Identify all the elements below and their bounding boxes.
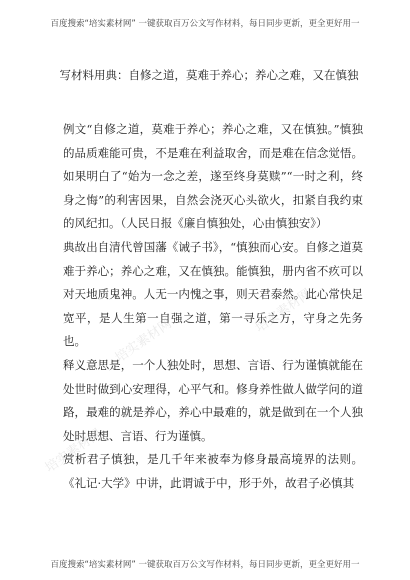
paragraph-meaning: 释义意思是，一个人独处时，思想、言语、行为谨慎就能在处世时做到心安理得，心平气和。修身养性做人做学问的道路，最难的就是养心，养心中最难的，就是做到在一个人独处时思想、言语、行为谨慎。	[63, 357, 363, 443]
paragraph-source: 典故出自清代曾国藩《诫子书》，“慎独而心安。自修之道莫难于养心；养心之难，又在慎独。能慎独，册内省不疚可以对天地质鬼神。人无一内愧之事，则天君泰然。此心常快足宽平，是人生第一自强之道，第一寻乐之方，守身之先务也。	[63, 239, 363, 349]
page-header: 百度搜索“培实素材网” 一键获取百万公文写作材料，每日同步更新，更全更好用一	[50, 19, 360, 29]
watermark: 培实素材网	[112, 316, 175, 366]
page-footer: 百度搜索“培实素材网” 一键获取百万公文写作材料，每日同步更新，更全更好用一	[50, 560, 360, 570]
paragraph-appreciation: 赏析君子慎独，是几千年来被奉为修身最高境界的法则。《礼记·大学》中讲，此谓诚于中，形于外，故君子必慎其	[63, 452, 363, 490]
watermark: 培实素材网	[252, 286, 315, 336]
watermark: 培实素材网	[42, 426, 105, 476]
paragraph-example: 例文“自修之道，莫难于养心；养心之难，又在慎独。”慎独的品质难能可贵，不是难在利益取舍，而是难在信念觉悟。如果明白了“始为一念之差，遂至终身莫赎”“一时之利，终身之悔”的利害因果，自然会浇灭心头欲火，扣紧自我约束的风纪扣。（人民日报《廉自慎独处，心由慎独安》）	[63, 122, 363, 231]
document-body	[63, 118, 363, 496]
document-title: 写材料用典：自修之道，莫难于养心；养心之难，又在慎独	[59, 68, 359, 82]
